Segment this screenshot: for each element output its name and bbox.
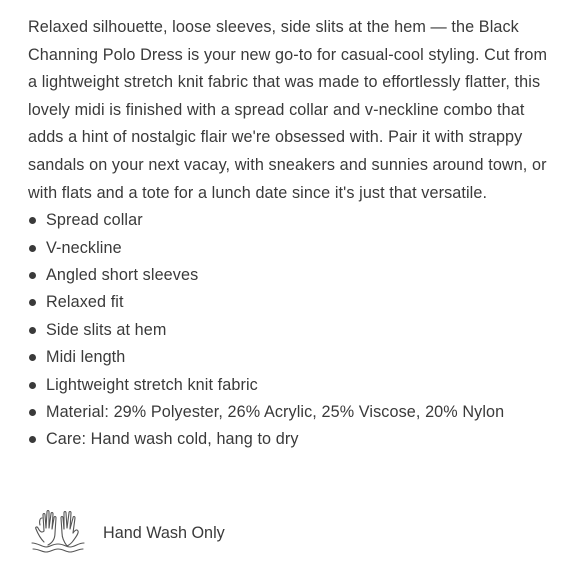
bullet-icon xyxy=(29,217,36,224)
product-description: Relaxed silhouette, loose sleeves, side slits at the hem — the Black Channing Polo Dress is your new go-to for casual-cool styling. Cut from a lightweight stretch knit fabric that was made to effortlessly flatter, this lovely midi is finished with a spread collar and v-neckline combo that adds a hint of nostalgic flair we're obsessed with. Pair it with strappy sandals on your next vacay, with sneakers and sunnies around town, or with flats and a tote for a lunch date since it's just that versatile. xyxy=(28,18,548,202)
feature-list xyxy=(28,207,558,454)
feature-text: Relaxed fit xyxy=(46,293,124,312)
feature-item xyxy=(28,235,558,262)
feature-text: Material: 29% Polyester, 26% Acrylic, 25% Viscose, 20% Nylon xyxy=(46,403,505,421)
feature-text: Spread collar xyxy=(46,211,143,230)
bullet-icon xyxy=(29,382,36,389)
bullet-icon xyxy=(29,245,36,252)
bullet-icon xyxy=(29,436,36,443)
feature-text: Side slits at hem xyxy=(46,320,167,339)
feature-item xyxy=(28,426,558,453)
feature-item xyxy=(28,399,558,426)
product-details xyxy=(28,14,558,454)
feature-item xyxy=(28,289,558,316)
bullet-icon xyxy=(29,272,36,279)
bullet-icon xyxy=(29,327,36,334)
feature-item xyxy=(28,317,558,344)
feature-text: Lightweight stretch knit fabric xyxy=(46,375,258,394)
feature-text: Angled short sleeves xyxy=(46,265,199,284)
feature-item xyxy=(28,372,558,399)
bullet-icon xyxy=(29,409,36,416)
feature-text: V-neckline xyxy=(46,238,122,257)
feature-item xyxy=(28,207,558,234)
hand-wash-icon xyxy=(28,509,88,557)
feature-item xyxy=(28,344,558,371)
feature-text: Midi length xyxy=(46,348,126,367)
bullet-icon xyxy=(29,299,36,306)
bullet-icon xyxy=(29,354,36,361)
care-instruction xyxy=(28,508,225,558)
feature-text: Care: Hand wash cold, hang to dry xyxy=(46,430,299,449)
care-label: Hand Wash Only xyxy=(103,524,225,542)
feature-item xyxy=(28,262,558,289)
